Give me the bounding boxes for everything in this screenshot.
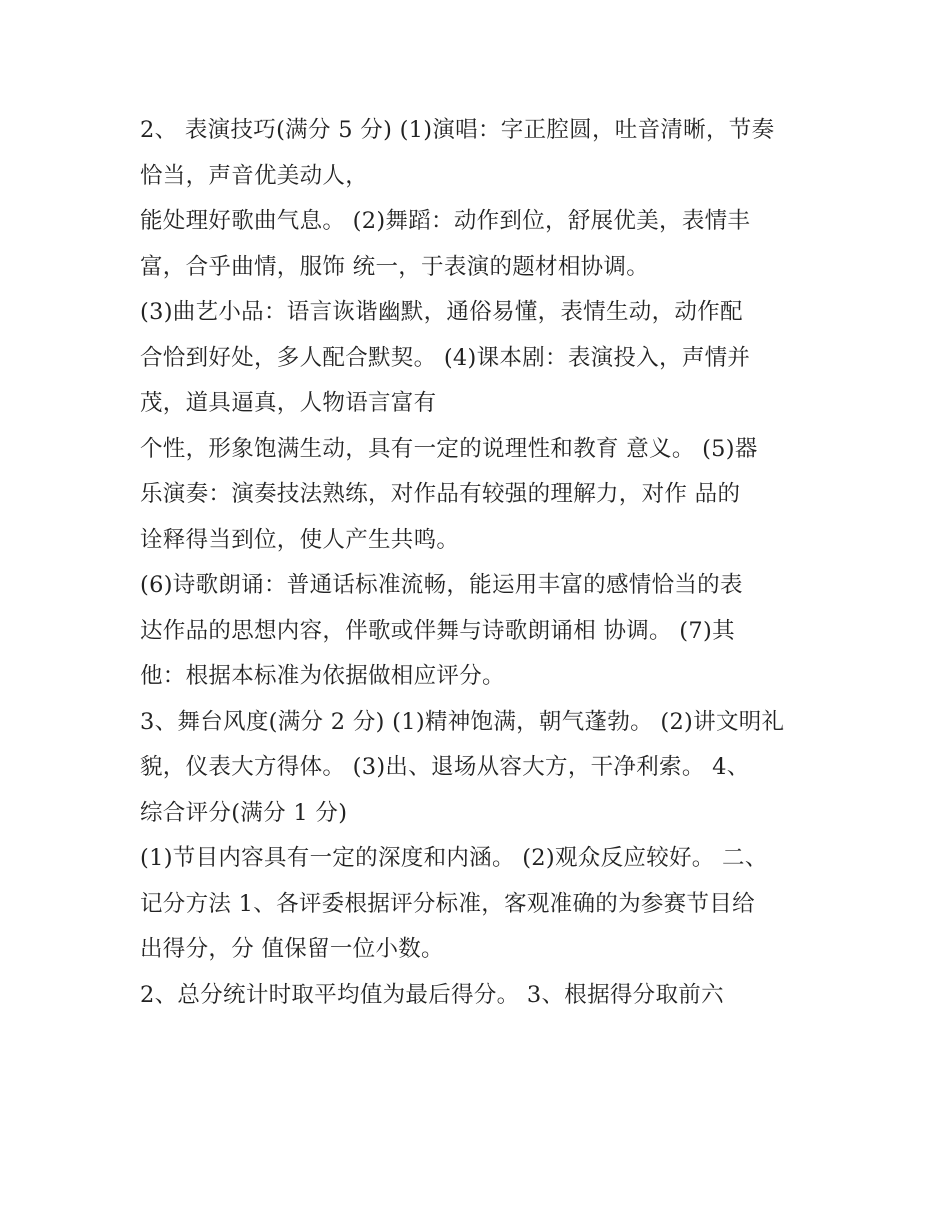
text-line: 能处理好歌曲气息。 (2)舞蹈：动作到位，舒展优美，表情丰 <box>140 208 751 234</box>
text-line: 貌，仪表大方得体。 (3)出、退场从容大方，干净利索。 4、 <box>140 754 750 780</box>
text-line: 个性，形象饱满生动，具有一定的说理性和教育 意义。 (5)器 <box>140 435 758 462</box>
text-line: 富，合乎曲情，服饰 统一，于表演的题材相协调。 <box>140 253 650 280</box>
text-line: 综合评分(满分 1 分) <box>140 799 348 826</box>
text-line: 合恰到好处，多人配合默契。 (4)课本剧：表演投入，声情并 <box>140 344 751 371</box>
text-line: 他：根据本标准为依据做相应评分。 <box>140 663 505 689</box>
document-body <box>140 108 820 1018</box>
text-line: 恰当，声音优美动人， <box>140 162 369 189</box>
text-line: 出得分，分 值保留一位小数。 <box>140 936 444 962</box>
text-line: 达作品的思想内容，伴歌或伴舞与诗歌朗诵相 协调。 (7)其 <box>140 617 735 644</box>
text-line: 2、总分统计时取平均值为最后得分。 3、根据得分取前六 <box>140 981 724 1008</box>
text-line: 诠释得当到位，使人产生共鸣。 <box>140 526 460 553</box>
text-line: (6)诗歌朗诵：普通话标准流畅，能运用丰富的感情恰当的表 <box>140 572 743 598</box>
text-line: 茂，道具逼真，人物语言富有 <box>140 390 437 416</box>
text-line: 3、舞台风度(满分 2 分) (1)精神饱满，朝气蓬勃。 (2)讲文明礼 <box>140 708 785 735</box>
text-line: 记分方法 1、各评委根据评分标准，客观准确的为参赛节目给 <box>140 890 755 917</box>
text-line: (3)曲艺小品：语言诙谐幽默，通俗易懂，表情生动，动作配 <box>140 299 743 325</box>
text-line: 2、 表演技巧(满分 5 分) (1)演唱：字正腔圆，吐音清晰，节奏 <box>140 117 775 143</box>
text-line: 乐演奏：演奏技法熟练，对作品有较强的理解力，对作 品的 <box>140 481 741 507</box>
text-line: (1)节目内容具有一定的深度和内涵。 (2)观众反应较好。 二、 <box>140 845 768 871</box>
